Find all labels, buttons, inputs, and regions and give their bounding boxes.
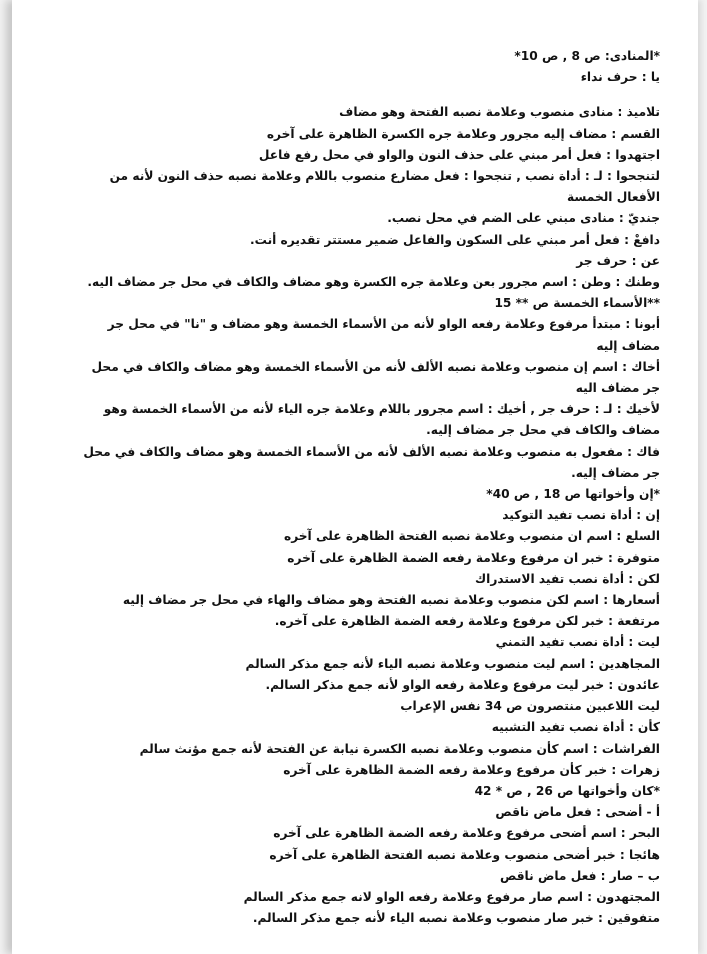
text-line: مرتفعة : خبر لكن مرفوع وعلامة رفعه الضمة الظاهرة على آخره. xyxy=(274,614,660,629)
text-line: متوفرة : خبر ان مرفوع وعلامة رفعه الضمة الظاهرة على آخره xyxy=(287,550,660,565)
text-line: لتنجحوا : لـ : أداة نصب , تنجحوا : فعل مضارع منصوب باللام وعلامة نصبه حذف النون لأنه من الأفعال الخمسة xyxy=(109,169,660,205)
text-line: لكن : أداة نصب تفيد الاستدراك xyxy=(475,571,660,586)
text-line: كأن : أداة نصب تفيد التشبيه xyxy=(491,720,660,735)
text-line: هائجا : خبر أضحى منصوب وعلامة نصبه الفتحة الظاهرة على آخره xyxy=(269,847,660,862)
document-text xyxy=(76,46,660,929)
text-line: تلاميذ : منادى منصوب وعلامة نصبه الفتحة وهو مضاف xyxy=(339,105,660,120)
section-heading-inna: *إن وأخواتها ص 18 , ص 40* xyxy=(486,487,660,502)
section-heading-kana: *كان وأخواتها ص 26 , ص * 42 xyxy=(474,783,660,798)
text-line: المجتهدون : اسم صار مرفوع وعلامة رفعه الواو لانه جمع مذكر السالم xyxy=(243,889,660,904)
text-line: فاك : مفعول به منصوب وعلامة نصبه الألف لأنه من الأسماء الخمسة وهو مضاف والكاف في محل جر مضاف إليه. xyxy=(83,444,660,480)
text-line: زهرات : خبر كأن مرفوع وعلامة رفعه الضمة الظاهرة على آخره xyxy=(283,762,660,777)
text-line: عائدون : خبر ليت مرفوع وعلامة رفعه الواو لأنه جمع مذكر السالم. xyxy=(265,677,660,692)
text-line: ليت : أداة نصب تفيد التمني xyxy=(495,635,660,650)
text-line: أ - أضحى : فعل ماض ناقص xyxy=(495,805,660,820)
text-line: أبونا : مبتدأ مرفوع وعلامة رفعه الواو لأنه من الأسماء الخمسة وهو مضاف و "نا" في محل جر مضاف إليه xyxy=(107,317,660,353)
text-line: البحر : اسم أضحى مرفوع وعلامة رفعه الضمة الظاهرة على آخره xyxy=(273,826,660,841)
text-line: أخاك : اسم إن منصوب وعلامة نصبه الألف لأنه من الأسماء الخمسة وهو مضاف والكاف في محل جر مضاف اليه xyxy=(91,359,660,396)
section-heading-vocative: *المنادى: ص 8 , ص 10* xyxy=(514,49,660,63)
document-page xyxy=(12,0,698,954)
text-line: جنديّ : منادى مبني على الضم في محل نصب. xyxy=(387,211,660,226)
text-line: السلع : اسم ان منصوب وعلامة نصبه الفتحة الظاهرة على آخره xyxy=(284,529,660,544)
text-line: اجتهدوا : فعل أمر مبني على حذف النون والواو في محل رفع فاعل xyxy=(258,147,660,162)
text-line: الفراشات : اسم كأن منصوب وعلامة نصبه الكسرة نيابة عن الفتحة لأنه جمع مؤنث سالم xyxy=(139,741,660,756)
text-line: القسم : مضاف إليه مجرور وعلامة جره الكسرة الظاهرة على آخره xyxy=(266,126,660,141)
text-line: المجاهدين : اسم ليت منصوب وعلامة نصبه الياء لأنه جمع مذكر السالم xyxy=(245,656,660,671)
section-heading-five-nouns: **الأسماء الخمسة ص ** 15 xyxy=(494,296,660,311)
text-line: متفوقين : خبر صار منصوب وعلامة نصبه الياء لأنه جمع مذكر السالم. xyxy=(252,911,660,926)
text-line: أسعارها : اسم لكن منصوب وعلامة نصبه الفتحة وهو مضاف والهاء في محل جر مضاف إليه xyxy=(122,593,660,608)
text-line: إن : أداة نصب تفيد التوكيد xyxy=(502,508,660,523)
text-line: وطنك : وطن : اسم مجرور بعن وعلامة جره الكسرة وهو مضاف والكاف في محل جر مضاف اليه. xyxy=(87,275,660,290)
text-line: ليت اللاعبين منتصرون ص 34 نفس الإعراب xyxy=(400,699,660,714)
text-line: دافعْ : فعل أمر مبني على السكون والفاعل ضمير مستتر تقديره أنت. xyxy=(250,232,660,247)
text-line: ب – صار : فعل ماض ناقص xyxy=(499,868,660,883)
blank-line xyxy=(76,88,660,102)
text-line: لأخيك : لـ : حرف جر , أخيك : اسم مجرور باللام وعلامة جره الياء لأنه من الأسماء الخمسة وهو مضاف والكاف في محل جر مضاف إليه. xyxy=(103,402,660,438)
text-line: يا : حرف نداء xyxy=(580,70,660,85)
text-line: عن : حرف جر xyxy=(576,253,660,268)
